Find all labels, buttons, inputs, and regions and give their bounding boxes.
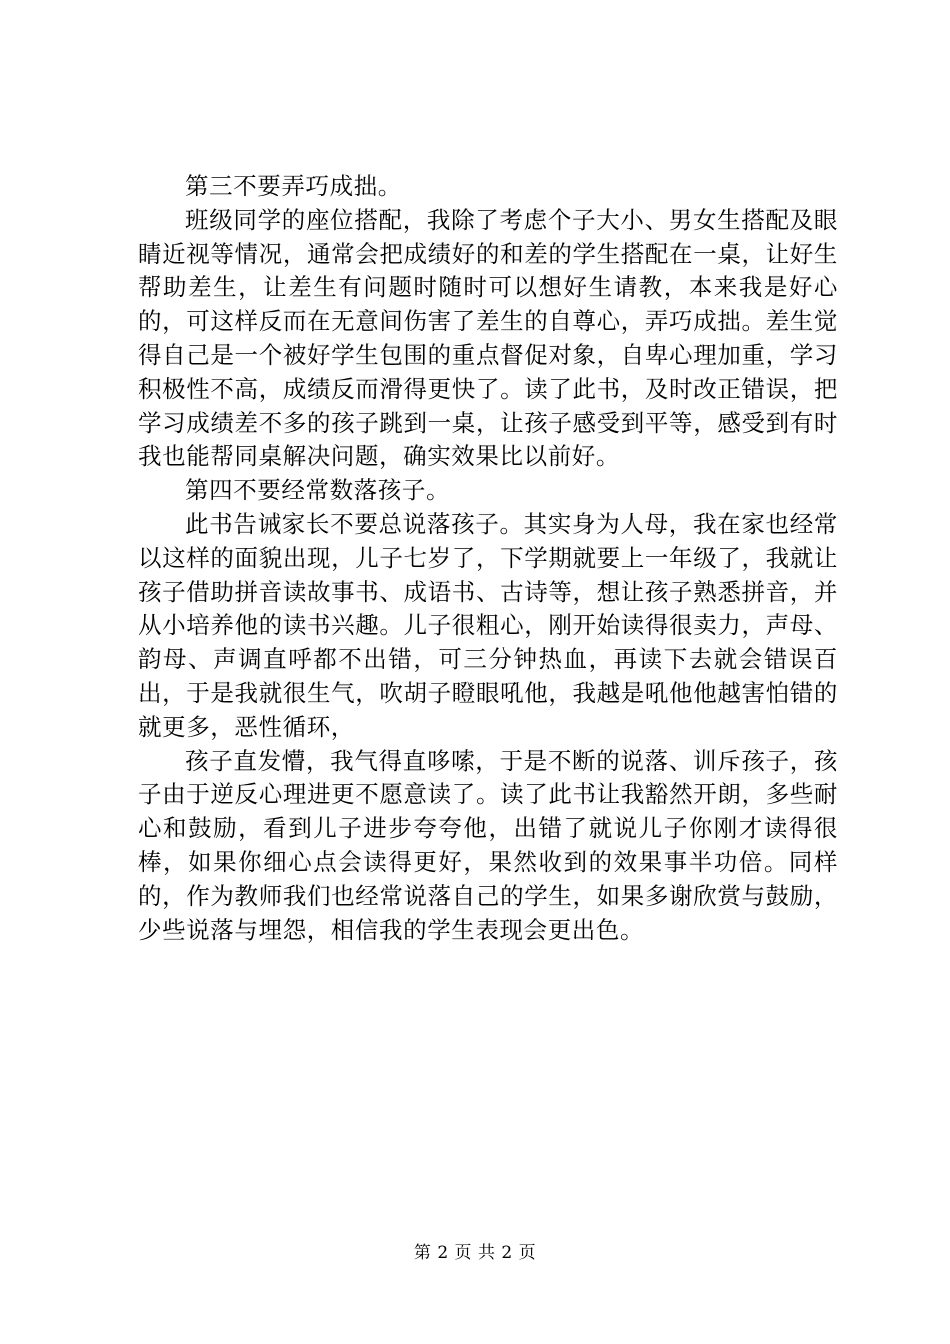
paragraph-seating: 班级同学的座位搭配，我除了考虑个子大小、男女生搭配及眼睛近视等情况，通常会把成绩好的和差的学生搭配在一桌，让好生帮助差生，让差生有问题时随时可以想好生请教，本来我是好心的，可这样反而在无意间伤害了差生的自尊心，弄巧成拙。差生觉得自己是一个被好学生包围的重点督促对象，自卑心理加重，学习积极性不高，成绩反而滑得更快了。读了此书，及时改正错误，把学习成绩差不多的孩子跳到一桌，让孩子感受到平等，感受到有时我也能帮同桌解决问题，确实效果比以前好。 (138, 205, 838, 471)
paragraph-heading-4: 第四不要经常数落孩子。 (185, 476, 451, 505)
page-footer (0, 1242, 950, 1264)
paragraph-reflection: 孩子直发懵，我气得直哆嗦，于是不断的说落、训斥孩子，孩子由于逆反心理进更不愿意读了。读了此书让我豁然开朗，多些耐心和鼓励，看到儿子进步夸夸他，出错了就说儿子你刚才读得很棒，如果你细心点会读得更好，果然收到的效果事半功倍。同样的，作为教师我们也经常说落自己的学生，如果多谢欣赏与鼓励，少些说落与埋怨，相信我的学生表现会更出色。 (138, 746, 838, 944)
paragraph-heading-3: 第三不要弄巧成拙。 (185, 172, 402, 200)
page-number: 第 2 页 共 2 页 (413, 1243, 537, 1263)
body-text (138, 170, 838, 947)
paragraph-parenting: 此书告诫家长不要总说落孩子。其实身为人母，我在家也经常以这样的面貌出现，儿子七岁了，下学期就要上一年级了，我就让孩子借助拼音读故事书、成语书、古诗等，想让孩子熟悉拼音，并从小培养他的读书兴趣。儿子很粗心，刚开始读得很卖力，声母、韵母、声调直呼都不出错，可三分钟热血，再读下去就会错误百出，于是我就很生气，吹胡子瞪眼吼他，我越是吼他他越害怕错的就更多，恶性循环， (138, 509, 838, 741)
